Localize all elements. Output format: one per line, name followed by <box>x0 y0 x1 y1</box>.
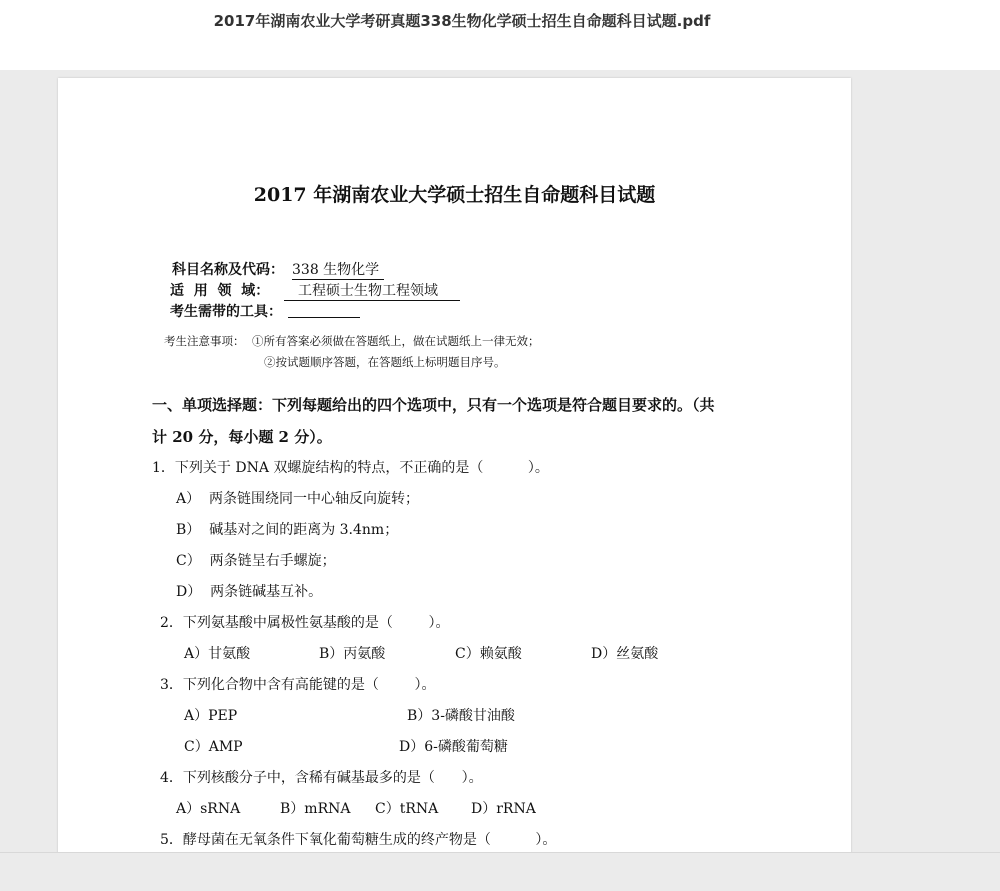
q1-option-c: C） 两条链呈右手螺旋； <box>176 553 336 569</box>
section-1-heading-cont: 计 20 分，每小题 2 分）。 <box>152 428 332 446</box>
notes-label: 考生注意事项： <box>164 334 245 348</box>
question-3: 3．下列化合物中含有高能键的是（ ）。 <box>160 677 436 693</box>
tools-label: 考生需带的工具： <box>170 304 282 320</box>
field-value: 工程硕士生物工程领域 <box>284 280 460 301</box>
q4-option-d: D）rRNA <box>471 801 536 817</box>
question-5: 5．酵母菌在无氧条件下氧化葡萄糖生成的终产物是（ ）。 <box>160 832 557 848</box>
q2-option-a: A）甘氨酸 <box>184 646 251 662</box>
document-page <box>58 78 851 878</box>
q3-option-b: B）3-磷酸甘油酸 <box>407 708 515 724</box>
subject-value: 338 生物化学 <box>292 259 384 280</box>
q1-option-d: D） 两条链碱基互补。 <box>176 584 323 600</box>
q2-option-d: D）丝氨酸 <box>591 646 659 662</box>
q3-option-d: D）6-磷酸葡萄糖 <box>399 739 508 755</box>
section-1-heading: 一、单项选择题：下列每题给出的四个选项中，只有一个选项是符合题目要求的。（共 <box>152 396 715 414</box>
viewer-bottom-bar <box>0 852 1000 891</box>
document-title: 2017 年湖南农业大学硕士招生自命题科目试题 <box>253 184 656 206</box>
question-4: 4．下列核酸分子中，含稀有碱基最多的是（ ）。 <box>160 770 483 786</box>
q2-option-c: C）赖氨酸 <box>455 646 522 662</box>
viewer-top-bar <box>0 0 1000 70</box>
note-1: ①所有答案必须做在答题纸上，做在试题纸上一律无效； <box>252 334 540 348</box>
question-2: 2．下列氨基酸中属极性氨基酸的是（ ）。 <box>160 615 450 631</box>
q4-option-b: B）mRNA <box>280 801 351 817</box>
q1-option-a: A） 两条链围绕同一中心轴反向旋转； <box>176 491 420 507</box>
q4-option-c: C）tRNA <box>375 801 439 817</box>
file-title: 2017年湖南农业大学考研真题338生物化学硕士招生自命题科目试题.pdf <box>213 12 711 30</box>
q3-option-c: C）AMP <box>184 739 243 755</box>
q2-option-b: B）丙氨酸 <box>319 646 386 662</box>
field-label: 适 用 领 域： <box>170 283 270 299</box>
question-1: 1．下列关于 DNA 双螺旋结构的特点，不正确的是（ ）。 <box>152 460 549 476</box>
q1-option-b: B） 碱基对之间的距离为 3.4nm； <box>176 522 399 538</box>
note-2: ②按试题顺序答题，在答题纸上标明题目序号。 <box>264 355 506 369</box>
subject-label: 科目名称及代码： <box>172 262 284 278</box>
q3-option-a: A）PEP <box>184 708 238 724</box>
tools-blank <box>288 301 360 318</box>
q4-option-a: A）sRNA <box>176 801 241 817</box>
